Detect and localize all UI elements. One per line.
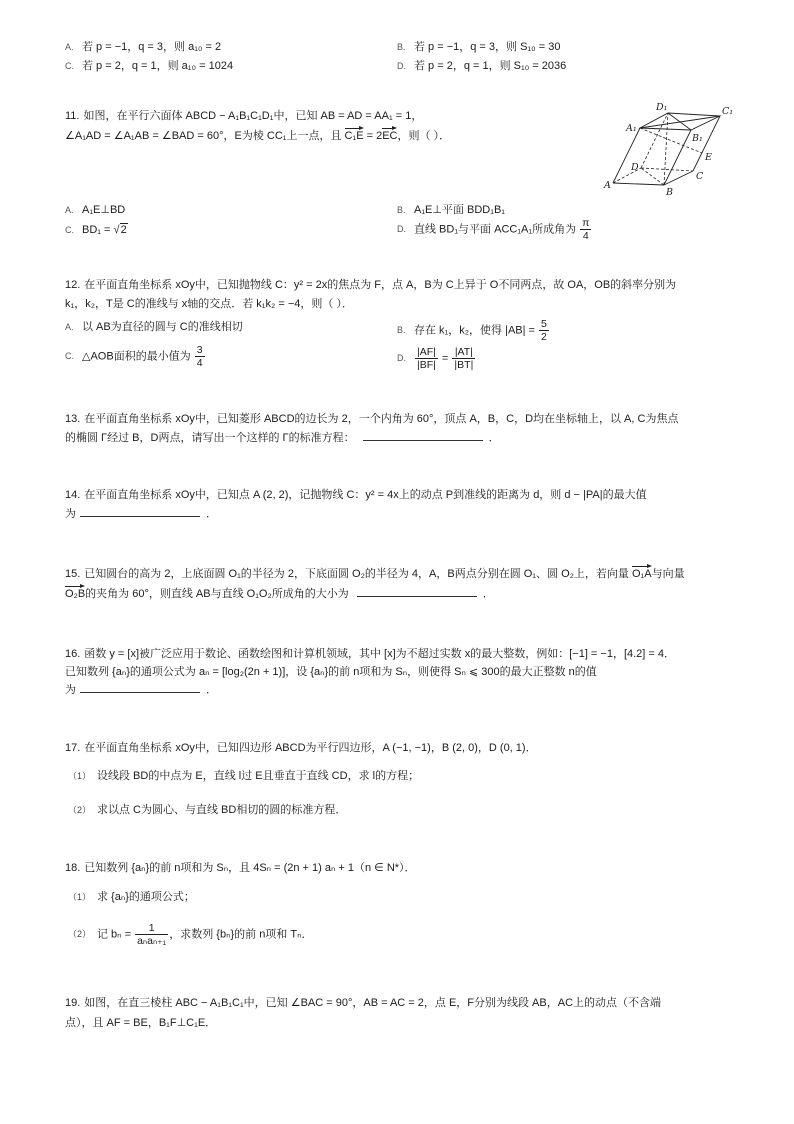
fraction [452, 346, 475, 371]
fraction [580, 217, 591, 242]
question-14 [65, 486, 647, 524]
vector-c1e: C₁E [345, 126, 364, 143]
fraction [195, 344, 205, 369]
q15-stem-text: 的夹角为 60°，则直线 AB与直线 O₁O₂所成角的大小为 [85, 588, 349, 600]
option-label: D. [397, 353, 406, 364]
q19-line-2 [65, 1013, 661, 1033]
q13-end-mark: ． [488, 432, 500, 444]
q14-stem-text: 为 [65, 508, 76, 520]
vector-ec: EC [382, 126, 397, 143]
fraction-denominator: |BT| [454, 359, 474, 371]
q11-stem-text: ∠A₁AD = ∠A₁AB = ∠BAD = 60°，E为棱 CC₁上一点，且 [65, 130, 345, 142]
q14-line-1 [65, 486, 647, 505]
option-label: B. [397, 42, 406, 52]
edge-bb1 [664, 130, 691, 185]
question-18 [65, 859, 416, 878]
option-text: BD₁ = √ [82, 224, 120, 236]
fraction-denominator: aₙaₙ₊₁ [137, 935, 167, 947]
fraction [135, 922, 168, 947]
part-label: （2） [68, 929, 92, 940]
q12-option-c [65, 344, 206, 369]
q19-line-1 [65, 993, 661, 1013]
fraction-numerator: |AF| [417, 346, 436, 358]
q12-option-d [397, 346, 476, 371]
q18-part-2 [68, 922, 312, 947]
option-text: A₁E⊥BD [82, 204, 126, 216]
q12-option-a [65, 318, 243, 336]
q11-line-1 [65, 107, 450, 126]
q15-stem-text: 与向量 [651, 568, 685, 580]
option-text: 以 AB为直径的圆与 C的准线相切 [82, 321, 243, 333]
q17-part-2 [68, 801, 346, 819]
radicand: 2 [120, 224, 127, 236]
fraction-numerator: 5 [541, 318, 547, 330]
q15-stem-text: 已知圆台的高为 2，上底面圆 O₁的半径为 2，下底面圆 O₂的半径为 4，A，B两点分别在圆 O₁、圆 O₂上，若向量 [84, 568, 632, 580]
q16-stem-text: 为 [65, 684, 76, 696]
q16-line-1 [65, 645, 675, 663]
part-label: （1） [68, 892, 92, 902]
label-e: E [705, 152, 712, 163]
label-b1: B₁ [692, 133, 703, 144]
question-number: 17. [65, 742, 81, 754]
part-text: ，求数列 {bₙ}的前 n项和 Tₙ． [169, 928, 313, 941]
option-label: C. [65, 61, 74, 71]
q17-part-1 [68, 767, 419, 785]
q12-stem-text: 在平面直角坐标系 xOy中，已知抛物线 C：y² = 2x的焦点为 F，点 A，B为 C上异于 O不同两点，故 OA，OB的斜率分别为 [84, 279, 677, 291]
fraction-denominator: 4 [582, 230, 589, 242]
q18-stem-text: 已知数列 {aₙ}的前 n项和为 Sₙ，且 4Sₙ = (2n + 1) aₙ + 1（n ∈ N*）． [84, 862, 416, 874]
fraction-denominator: |BF| [417, 359, 436, 371]
part-text: 记 bₙ = [97, 928, 135, 941]
q14-line-2 [65, 505, 647, 524]
q15-line-1 [65, 564, 685, 584]
q11-option-d [397, 217, 592, 242]
q19-stem-text: 点），且 AF = BE，B₁F⊥C₁E． [65, 1017, 217, 1029]
q18-part-1 [68, 888, 195, 906]
question-number: 16. [65, 648, 81, 660]
q10-option-d [397, 57, 566, 75]
question-11 [65, 107, 450, 145]
q16-line-3 [65, 681, 675, 699]
part-text: 求以点 C为圆心、与直线 BD相切的圆的标准方程． [97, 804, 347, 816]
part-label: （2） [68, 805, 92, 815]
fraction-denominator: 4 [196, 357, 203, 369]
q14-end-mark: ． [206, 508, 217, 520]
option-text: 直线 BD₁与平面 ACC₁A₁所成角为 [414, 223, 580, 236]
answer-blank[interactable] [80, 505, 200, 517]
q12-line-1 [65, 276, 676, 295]
question-13 [65, 410, 678, 448]
question-16 [65, 645, 675, 699]
question-number: 12. [65, 279, 81, 291]
q15-line-2 [65, 584, 685, 604]
question-number: 15. [65, 568, 81, 580]
q11-stem-text: ，则（ ）． [397, 130, 451, 142]
q10-option-a [65, 38, 221, 56]
q13-stem-text: 的椭圆 Γ经过 B，D两点，请写出一个这样的 Γ的标准方程： [65, 432, 355, 444]
option-text: 若 p = 2，q = 1，则 a₁₀ = 1024 [82, 60, 234, 72]
q13-line-2 [65, 429, 678, 448]
q12-line-2 [65, 295, 676, 314]
fraction-numerator: π [582, 217, 590, 229]
question-12 [65, 276, 676, 314]
fraction-numerator: 3 [196, 344, 203, 356]
question-17 [65, 739, 537, 758]
q16-stem-text: 函数 y = [x]被广泛应用于数论、函数绘图和计算机领域，其中 [x]为不超过实数 x的最大整数，例如：[−1] = −1，[4.2] = 4． [84, 648, 676, 660]
q11-option-a [65, 201, 125, 219]
part-text: 设线段 BD的中点为 E，直线 l过 E且垂直于直线 CD，求 l的方程； [97, 770, 420, 782]
option-label: A. [65, 205, 74, 215]
q16-stem-text: 已知数列 {aₙ}的通项公式为 aₙ = [log₂(2n + 1)]，设 {aₙ}的前 n项和为 Sₙ，则使得 Sₙ ⩽ 300的最大正整数 n的值 [65, 666, 597, 678]
segment-bd [641, 168, 664, 185]
label-a: A [604, 180, 611, 191]
answer-blank[interactable] [363, 429, 483, 441]
vector-o2b: O₂B [65, 584, 85, 601]
label-d1: D₁ [656, 102, 668, 113]
fraction [415, 346, 438, 371]
question-15 [65, 564, 685, 604]
q17-stem-text: 在平面直角坐标系 xOy中，已知四边形 ABCD为平行四边形，A (−1, −1)，B (2, 0)，D (0, 1)． [84, 742, 537, 754]
q16-line-2 [65, 663, 675, 681]
q17-line-1 [65, 739, 537, 758]
question-number: 18. [65, 862, 81, 874]
option-text: 若 p = 2，q = 1，则 S₁₀ = 2036 [414, 60, 567, 72]
q18-line-1 [65, 859, 416, 878]
option-text: 存在 k₁，k₂，使得 |AB| = [414, 324, 539, 337]
vector-o1a: O₁A [632, 564, 652, 581]
option-label: B. [397, 325, 406, 336]
q11-stem-text: 如图，在平行六面体 ABCD − A₁B₁C₁D₁中，已知 AB = AD = AA₁ = 1， [83, 110, 423, 122]
fraction-denominator: 2 [541, 331, 547, 343]
q14-stem-text: 在平面直角坐标系 xOy中，已知点 A (2, 2)，记抛物线 C：y² = 4x上的动点 P到准线的距离为 d，则 d − |PA|的最大值 [84, 489, 647, 501]
option-label: D. [397, 224, 406, 235]
q11-option-c [65, 221, 128, 239]
fraction-numerator: 1 [135, 922, 168, 935]
edge-ab [613, 183, 664, 185]
answer-blank[interactable] [80, 681, 200, 693]
question-number: 13. [65, 413, 81, 425]
option-label: B. [397, 205, 406, 215]
question-19 [65, 993, 661, 1033]
q19-stem-text: 如图，在直三棱柱 ABC − A₁B₁C₁中，已知 ∠BAC = 90°，AB = AC = 2，点 E，F分别为线段 AB，AC上的动点（不含端 [84, 997, 662, 1009]
hidden-edge-dd1 [641, 113, 668, 168]
option-text: 若 p = −1，q = 3，则 S₁₀ = 30 [414, 41, 561, 53]
question-number: 14. [65, 489, 81, 501]
part-label: （1） [68, 771, 92, 781]
edge-bc [664, 171, 693, 185]
option-label: A. [65, 42, 74, 52]
q13-stem-text: 在平面直角坐标系 xOy中，已知菱形 ABCD的边长为 2，一个内角为 60°，顶点 A，B，C，D均在坐标轴上，以 A, C为焦点 [84, 413, 679, 425]
edge-aa1 [613, 128, 640, 183]
hidden-edge-dc [641, 168, 693, 171]
diagonal-b1d1 [668, 113, 691, 130]
q16-end-mark: ． [206, 684, 217, 696]
option-text: 若 p = −1，q = 3，则 a₁₀ = 2 [82, 41, 222, 53]
q12-option-b [397, 318, 550, 343]
label-c: C [696, 171, 704, 182]
fraction-numerator: |AT| [452, 346, 475, 359]
option-label: A. [65, 322, 74, 332]
equals-sign: = [438, 352, 452, 365]
option-label: C. [65, 225, 74, 235]
label-b: B [666, 187, 673, 198]
option-text: △AOB面积的最小值为 [82, 350, 194, 363]
option-text: A₁E⊥平面 BDD₁B₁ [414, 204, 506, 216]
q10-option-b [397, 38, 560, 56]
fraction [539, 318, 549, 343]
label-a1: A₁ [626, 123, 637, 134]
label-c1: C₁ [722, 106, 734, 117]
answer-blank[interactable] [357, 585, 477, 597]
question-number: 11. [65, 110, 80, 122]
q15-end-mark: ． [482, 588, 494, 600]
label-d: D [631, 162, 639, 173]
q11-line-2 [65, 126, 450, 145]
question-number: 19. [65, 997, 81, 1009]
option-label: D. [397, 61, 406, 71]
q11-stem-text: = 2 [363, 130, 383, 142]
parallelepiped-figure [600, 100, 745, 198]
part-text: 求 {aₙ}的通项公式； [97, 891, 195, 903]
q13-line-1 [65, 410, 678, 429]
q12-stem-text: k₁，k₂，T是 C的准线与 x轴的交点．若 k₁k₂ = −4，则（ ）． [65, 298, 353, 310]
option-label: C. [65, 351, 74, 362]
q10-option-c [65, 57, 233, 75]
